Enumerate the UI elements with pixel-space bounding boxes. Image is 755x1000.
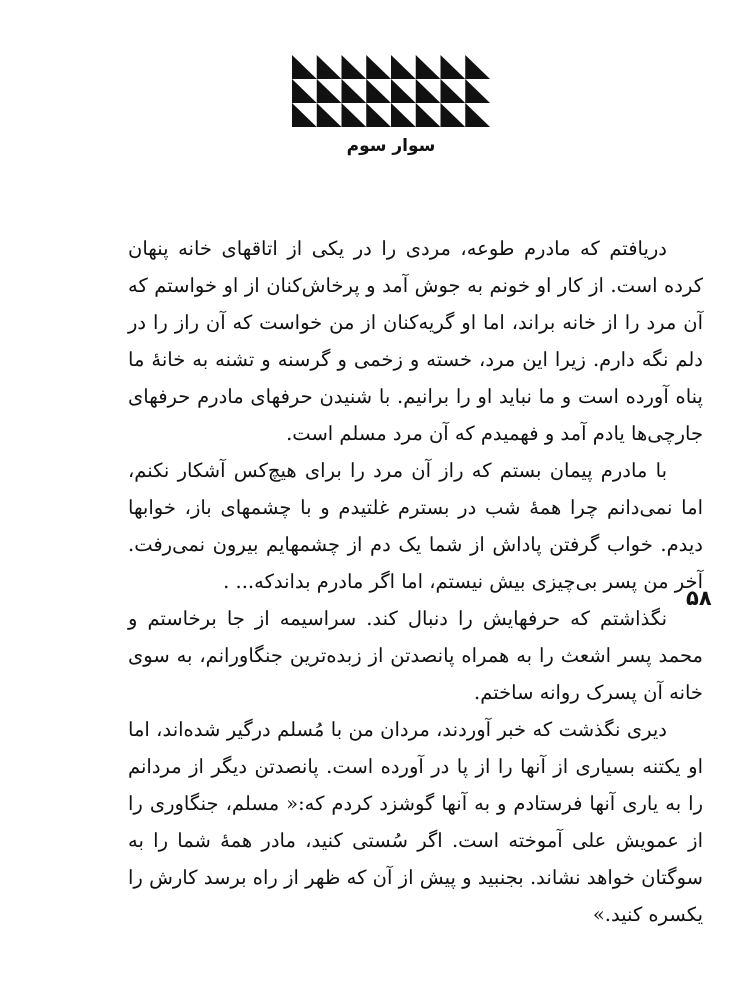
ornament-triangle bbox=[465, 55, 490, 79]
ornament-triangle bbox=[366, 55, 391, 79]
chapter-title: سوار سوم bbox=[346, 136, 436, 156]
ornament-triangle bbox=[317, 55, 342, 79]
ornament-triangles bbox=[292, 55, 490, 127]
ornament-triangle bbox=[441, 103, 466, 127]
ornament-triangle bbox=[416, 79, 441, 103]
paragraph-2: با مادرم پیمان بستم که راز آن مرد را برای هیچ‌کس آشکار نکنم، اما نمی‌دانم چرا همهٔ شب در بسترم غلتیدم و با چشمهای باز، خوابها دیدم. خواب گرفتن پاداش از شما یک دم از چشمهایم بیرون نمی‌رفت. آخر من پسر بی‌چیزی بیش نیستم، اما اگر مادرم بداندکه... . bbox=[128, 459, 703, 593]
ornament-triangle bbox=[366, 79, 391, 103]
paragraph-3: نگذاشتم که حرفهایش را دنبال کند. سراسیمه از جا برخاستم و محمد پسر اشعث را به همراه پانصدتن از زبده‌ترین جنگاورانم، به سوی خانه آن پسرک روانه ساختم. bbox=[128, 607, 703, 704]
paragraph-1: دریافتم که مادرم طوعه، مردی را در یکی از اتاقهای خانه پنهان کرده است. از کار او خونم به جوش آمد و پرخاش‌کنان از او خواستم که آن مرد را از خانه براند، اما او گریه‌کنان از من خواست که آن راز را در دلم نگه دارم. زیرا این مرد، خسته و زخمی و گرسنه و تشنه به خانهٔ ما پناه آورده است و ما نباید او را برانیم. با شنیدن حرفهای مادرم حرفهای جارچی‌ها یادم آمد و فهمیدم که آن مرد مسلم است. bbox=[128, 237, 703, 445]
ornament-triangle bbox=[465, 103, 490, 127]
ornament-triangle bbox=[317, 79, 342, 103]
ornament-triangle bbox=[416, 55, 441, 79]
ornament-triangle bbox=[342, 55, 367, 79]
ornament-triangle bbox=[342, 79, 367, 103]
ornament-triangle bbox=[292, 79, 317, 103]
ornament-triangle bbox=[465, 79, 490, 103]
ornament-triangle bbox=[416, 103, 441, 127]
ornament-triangle bbox=[391, 79, 416, 103]
page-number: ۵۸ bbox=[686, 586, 712, 610]
ornament-triangle bbox=[391, 55, 416, 79]
ornament-triangle bbox=[292, 103, 317, 127]
ornament-triangle bbox=[441, 79, 466, 103]
ornament-triangle bbox=[366, 103, 391, 127]
ornament-triangle bbox=[441, 55, 466, 79]
ornament-triangle bbox=[292, 55, 317, 79]
paragraph-4: دیری نگذشت که خبر آوردند، مردان من با مُسلم درگیر شده‌اند، اما او یکتنه بسیاری از آنها را از پا در آورده است. پانصدتن دیگر از مردانم را به یاری آنها فرستادم و به آنها گوشزد کردم که:« مسلم، جنگاوری را از عمویش علی آموخته است. اگر سُستی کنید، مادر همهٔ شما را به سوگتان خواهد نشاند. بجنبید و پیش از آن که ظهر از راه برسد کارش را یکسره کنید.» bbox=[128, 718, 703, 926]
ornament-triangle bbox=[317, 103, 342, 127]
chapter-body-text bbox=[128, 230, 703, 933]
ornament-triangle bbox=[391, 103, 416, 127]
ornament-triangle bbox=[342, 103, 367, 127]
triangle-pattern-ornament bbox=[292, 55, 490, 127]
